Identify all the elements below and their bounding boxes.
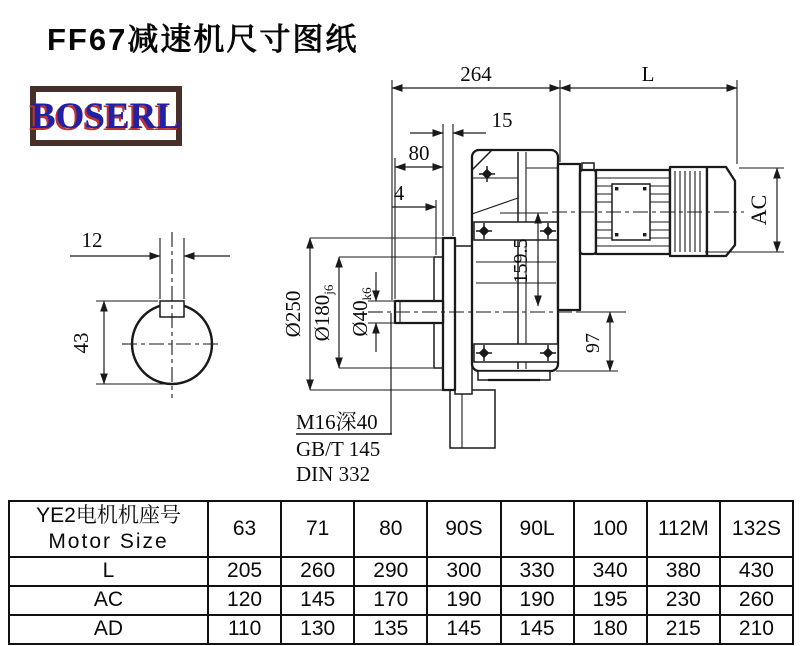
dim-AC: AC	[746, 194, 771, 226]
dim-spigot-dia: Ø180j6	[310, 284, 336, 342]
note-din-standard: DIN 332	[296, 462, 371, 486]
cell: 120	[208, 586, 281, 615]
cell: 145	[281, 586, 354, 615]
note-tap-hole: M16深40	[296, 410, 378, 434]
cell: 135	[354, 615, 427, 644]
dim-key-height: 43	[69, 332, 93, 354]
col-header: 71	[281, 501, 354, 557]
cell: 300	[427, 557, 500, 586]
cell: 260	[720, 586, 793, 615]
cell: 380	[647, 557, 720, 586]
cell: 205	[208, 557, 281, 586]
dim-80: 80	[408, 141, 430, 165]
cell: 145	[427, 615, 500, 644]
dim-shaft-dia: Ø40k6	[348, 287, 374, 337]
cell: 180	[574, 615, 647, 644]
cell: 130	[281, 615, 354, 644]
spec-table	[8, 500, 794, 645]
dim-97: 97	[582, 333, 604, 353]
dim-159-5: 159.5	[510, 238, 532, 284]
reducer-side-view	[368, 150, 744, 448]
cell: 430	[720, 557, 793, 586]
col-header: 63	[208, 501, 281, 557]
cell: 145	[501, 615, 574, 644]
dim-4: 4	[393, 181, 405, 205]
col-header: 90S	[427, 501, 500, 557]
col-header: 132S	[720, 501, 793, 557]
cell: 190	[427, 586, 500, 615]
cell: 215	[647, 615, 720, 644]
brand-logo-text: BOSERL	[30, 95, 182, 137]
row-label: AC	[9, 586, 208, 615]
table-header-row	[9, 501, 793, 557]
shaft-cross-section	[69, 228, 230, 398]
dim-flange-od: Ø250	[281, 290, 305, 338]
cell: 260	[281, 557, 354, 586]
cell: 210	[720, 615, 793, 644]
table-row	[9, 615, 793, 644]
col-header: 80	[354, 501, 427, 557]
page-title: FF67减速机尺寸图纸	[47, 22, 359, 57]
dim-15: 15	[491, 108, 513, 132]
motor-size-header-cell	[9, 501, 208, 557]
motor-size-header-en: Motor Size	[48, 530, 169, 553]
row-label: L	[9, 557, 208, 586]
cell: 195	[574, 586, 647, 615]
cell: 190	[501, 586, 574, 615]
note-gb-standard: GB/T 145	[296, 437, 381, 461]
col-header: 112M	[647, 501, 720, 557]
motor-size-header-cn: YE2电机机座号	[36, 503, 181, 527]
cell: 340	[574, 557, 647, 586]
dim-264: 264	[460, 62, 492, 86]
cell: 330	[501, 557, 574, 586]
cell: 290	[354, 557, 427, 586]
dim-keyway-width: 12	[81, 228, 103, 252]
table-row	[9, 557, 793, 586]
col-header: 90L	[501, 501, 574, 557]
col-header: 100	[574, 501, 647, 557]
cell: 230	[647, 586, 720, 615]
table-row	[9, 586, 793, 615]
row-label: AD	[9, 615, 208, 644]
cell: 170	[354, 586, 427, 615]
dim-L: L	[641, 62, 655, 86]
cell: 110	[208, 615, 281, 644]
